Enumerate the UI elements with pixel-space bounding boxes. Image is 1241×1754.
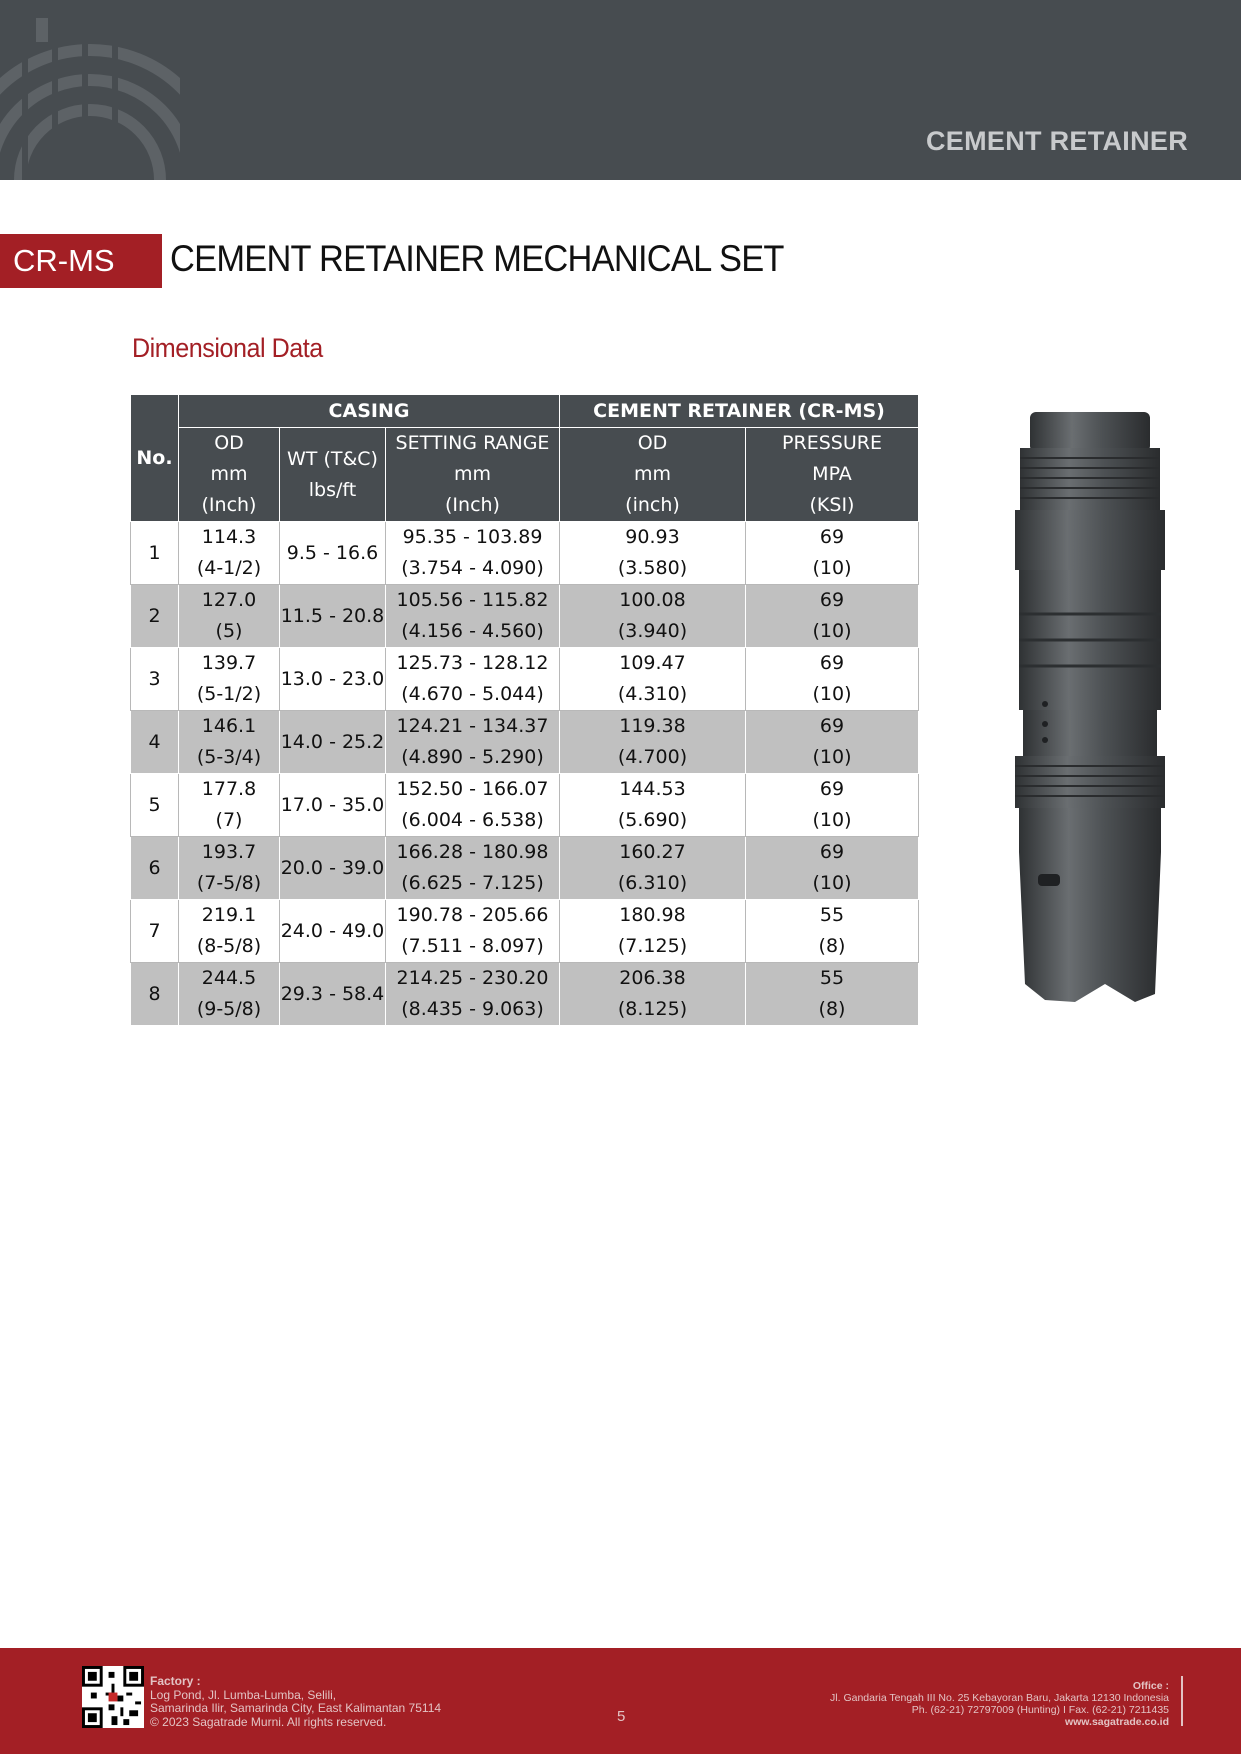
col-header-casing-od: OD mm (Inch) [179, 428, 280, 522]
cell-retainer-od: 100.08 (3.940) [560, 585, 746, 648]
cell-pressure: 69 (10) [746, 522, 919, 585]
cell-casing-od: 193.7 (7-5/8) [179, 837, 280, 900]
cell-pressure: 69 (10) [746, 774, 919, 837]
cell-weight: 13.0 - 23.0 [280, 648, 386, 711]
page-number: 5 [617, 1708, 626, 1725]
col-header-retainer-od: OD mm (inch) [560, 428, 746, 522]
cell-setting-range: 125.73 - 128.12 (4.670 - 5.044) [386, 648, 560, 711]
cell-casing-od: 146.1 (5-3/4) [179, 711, 280, 774]
col-header-retainer: CEMENT RETAINER (CR-MS) [560, 395, 919, 428]
cell-no: 2 [131, 585, 179, 648]
cell-casing-od: 177.8 (7) [179, 774, 280, 837]
cell-no: 3 [131, 648, 179, 711]
cell-retainer-od: 206.38 (8.125) [560, 963, 746, 1026]
cell-pressure: 69 (10) [746, 837, 919, 900]
cell-setting-range: 166.28 - 180.98 (6.625 - 7.125) [386, 837, 560, 900]
page-footer [0, 1648, 1241, 1754]
col-header-setting-range: SETTING RANGE mm (Inch) [386, 428, 560, 522]
header-title: CEMENT RETAINER [925, 126, 1188, 156]
office-address: Office : Jl. Gandaria Tengah III No. 25 Kebayoran Baru, Jakarta 12130 Indonesia Ph. (62-21) 72797009 (Hunting) I Fax. (62-21) 7211435 www.sagatrade.co.id [830, 1680, 1169, 1728]
cell-pressure: 55 (8) [746, 900, 919, 963]
cell-casing-od: 114.3 (4-1/2) [179, 522, 280, 585]
cell-no: 5 [131, 774, 179, 837]
cell-retainer-od: 90.93 (3.580) [560, 522, 746, 585]
factory-address: Factory : Log Pond, Jl. Lumba-Lumba, Selili, Samarinda Ilir, Samarinda City, East Kalimantan 75114 © 2023 Sagatrade Murni. All rights reserved. [150, 1674, 442, 1729]
cell-pressure: 69 (10) [746, 711, 919, 774]
cell-weight: 17.0 - 35.0 [280, 774, 386, 837]
page-header [0, 0, 1241, 180]
cement-retainer-product-image [1005, 404, 1165, 1006]
footer-divider [1181, 1676, 1183, 1726]
cell-setting-range: 190.78 - 205.66 (7.511 - 8.097) [386, 900, 560, 963]
cell-casing-od: 219.1 (8-5/8) [179, 900, 280, 963]
cell-no: 7 [131, 900, 179, 963]
table-row [131, 837, 919, 900]
table-row [131, 648, 919, 711]
dimensional-data-table [130, 394, 919, 1026]
table-row [131, 522, 919, 585]
cell-retainer-od: 160.27 (6.310) [560, 837, 746, 900]
cell-pressure: 69 (10) [746, 585, 919, 648]
table-row [131, 774, 919, 837]
cell-setting-range: 105.56 - 115.82 (4.156 - 4.560) [386, 585, 560, 648]
cell-retainer-od: 119.38 (4.700) [560, 711, 746, 774]
cell-casing-od: 139.7 (5-1/2) [179, 648, 280, 711]
cell-no: 8 [131, 963, 179, 1026]
cell-weight: 24.0 - 49.0 [280, 900, 386, 963]
cell-weight: 11.5 - 20.8 [280, 585, 386, 648]
cell-weight: 9.5 - 16.6 [280, 522, 386, 585]
qr-code-icon [82, 1666, 144, 1728]
cell-no: 4 [131, 711, 179, 774]
table-row [131, 585, 919, 648]
website-link[interactable]: www.sagatrade.co.id [1064, 1716, 1169, 1728]
col-header-pressure: PRESSURE MPA (KSI) [746, 428, 919, 522]
table-row [131, 963, 919, 1026]
cell-weight: 14.0 - 25.2 [280, 711, 386, 774]
cell-setting-range: 214.25 - 230.20 (8.435 - 9.063) [386, 963, 560, 1026]
section-title: Dimensional Data [132, 333, 323, 363]
company-logo-watermark [0, 0, 180, 180]
cell-weight: 20.0 - 39.0 [280, 837, 386, 900]
cell-setting-range: 124.21 - 134.37 (4.890 - 5.290) [386, 711, 560, 774]
cell-pressure: 55 (8) [746, 963, 919, 1026]
col-header-no: No. [131, 395, 179, 522]
cell-retainer-od: 180.98 (7.125) [560, 900, 746, 963]
table-row [131, 900, 919, 963]
product-code-badge: CR-MS [0, 234, 162, 288]
cell-setting-range: 95.35 - 103.89 (3.754 - 4.090) [386, 522, 560, 585]
table-row [131, 711, 919, 774]
product-title: CEMENT RETAINER MECHANICAL SET [170, 238, 784, 279]
cell-retainer-od: 109.47 (4.310) [560, 648, 746, 711]
cell-no: 6 [131, 837, 179, 900]
col-header-weight: WT (T&C) lbs/ft [280, 428, 386, 522]
cell-retainer-od: 144.53 (5.690) [560, 774, 746, 837]
cell-weight: 29.3 - 58.4 [280, 963, 386, 1026]
cell-setting-range: 152.50 - 166.07 (6.004 - 6.538) [386, 774, 560, 837]
cell-casing-od: 244.5 (9-5/8) [179, 963, 280, 1026]
col-header-casing: CASING [179, 395, 560, 428]
cell-casing-od: 127.0 (5) [179, 585, 280, 648]
cell-pressure: 69 (10) [746, 648, 919, 711]
cell-no: 1 [131, 522, 179, 585]
